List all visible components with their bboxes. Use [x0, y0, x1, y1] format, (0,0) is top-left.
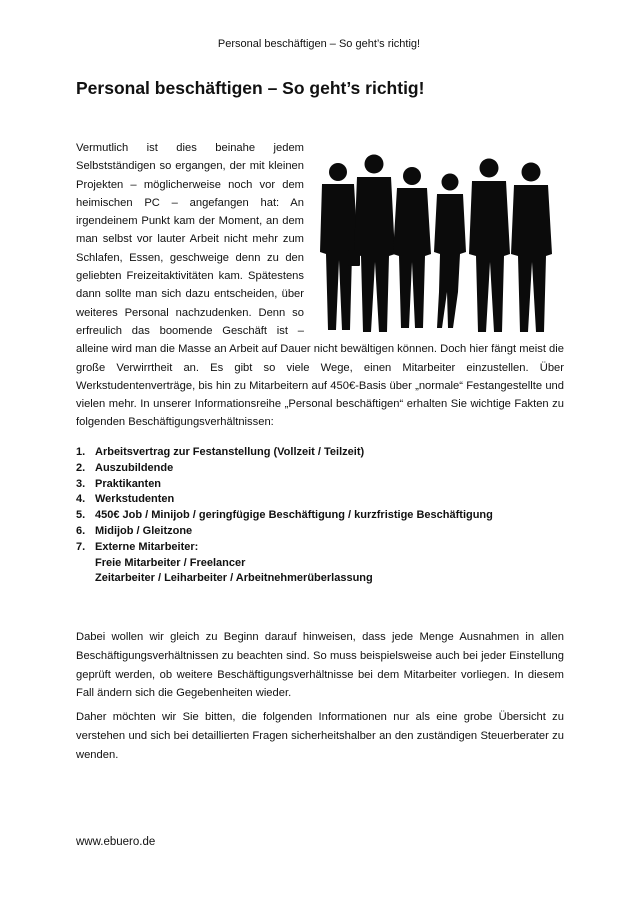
list-item: 5. 450€ Job / Minijob / geringfügige Beschäftigung / kurzfristige Beschäftigung — [76, 509, 493, 522]
man-silhouette-5 — [469, 159, 510, 333]
list-item: 6. Midijob / Gleitzone — [76, 524, 193, 537]
list-subitem: Zeitarbeiter / Leiharbeiter / Arbeitnehmerüberlassung — [95, 572, 373, 585]
man-silhouette-3 — [393, 167, 431, 328]
employment-types-list — [76, 445, 493, 587]
list-subitem: Freie Mitarbeiter / Freelancer — [95, 556, 246, 569]
footer-url: www.ebuero.de — [76, 836, 156, 848]
advice-paragraph: Daher möchten wir Sie bitten, die folgenden Informationen nur als eine grobe Übersicht zu verstehen und sich bei detaillierten Fragen sicherheitshalber an den zuständigen Steuerberater zu wenden. — [76, 711, 564, 761]
man-silhouette-1 — [320, 163, 358, 330]
running-header: Personal beschäftigen – So geht’s richtig! — [217, 38, 421, 50]
business-people-silhouettes-image — [312, 142, 564, 334]
page-title: Personal beschäftigen – So geht’s richtig! — [76, 78, 425, 98]
list-item: 2. Auszubildende — [76, 461, 174, 474]
list-item: 7. Externe Mitarbeiter: — [76, 540, 199, 553]
exceptions-paragraph: Dabei wollen wir gleich zu Beginn darauf hinweisen, dass jede Menge Ausnahmen in allen Beschäftigungsverhältnissen zu beachten sind. So muss beispielsweise auch bei jeder Einstellung geprüft werden, ob weitere Beschäftigungsverhältnisse bei dem Mitarbeiter vorliegen. In diesem Fall ändern sich die Gegebenheiten wieder. — [76, 631, 564, 700]
list-item: 3. Praktikanten — [76, 477, 162, 490]
list-item: 1. Arbeitsvertrag zur Festanstellung (Vollzeit / Teilzeit) — [76, 446, 365, 458]
intro-block — [76, 139, 564, 432]
woman-silhouette — [434, 174, 466, 329]
man-silhouette-6 — [511, 163, 552, 333]
list-item: 4. Werkstudenten — [76, 493, 175, 506]
man-silhouette-2 — [348, 155, 395, 333]
intro-paragraph: Vermutlich ist dies beinahe jedem Selbstständigen so ergangen, der mit kleinen Projekten – möglicherweise noch vor dem heimischen PC – angefangen hat: An irgendeinem Punkt kam der Moment, an dem man selbst vor lauter Arbeit nicht mehr zum Schlafen, Essen, geschweige denn zu den geliebten Freizeitaktivitäten kam. Spätestens dann sollte man sich dazu entscheiden, über weiteres Personal nachzudenken. Denn so erfreulich das boomende Geschäft ist – alleine wird man die Masse an Arbeit auf Dauer nicht bewältigen können. Doch hier fängt meist die große Verwirrtheit an. Es gibt so viele Wege, einen Mitarbeiter einzustellen. Über Werkstudentenverträge, bis hin zu Mitarbeitern auf 450€-Basis über „normale“ Festangestellte und vielen mehr. In unserer Informationsreihe „Personal beschäftigen“ erhalten Sie wichtige Fakten zu folgenden Beschäftigungsverhältnissen: — [76, 142, 564, 429]
